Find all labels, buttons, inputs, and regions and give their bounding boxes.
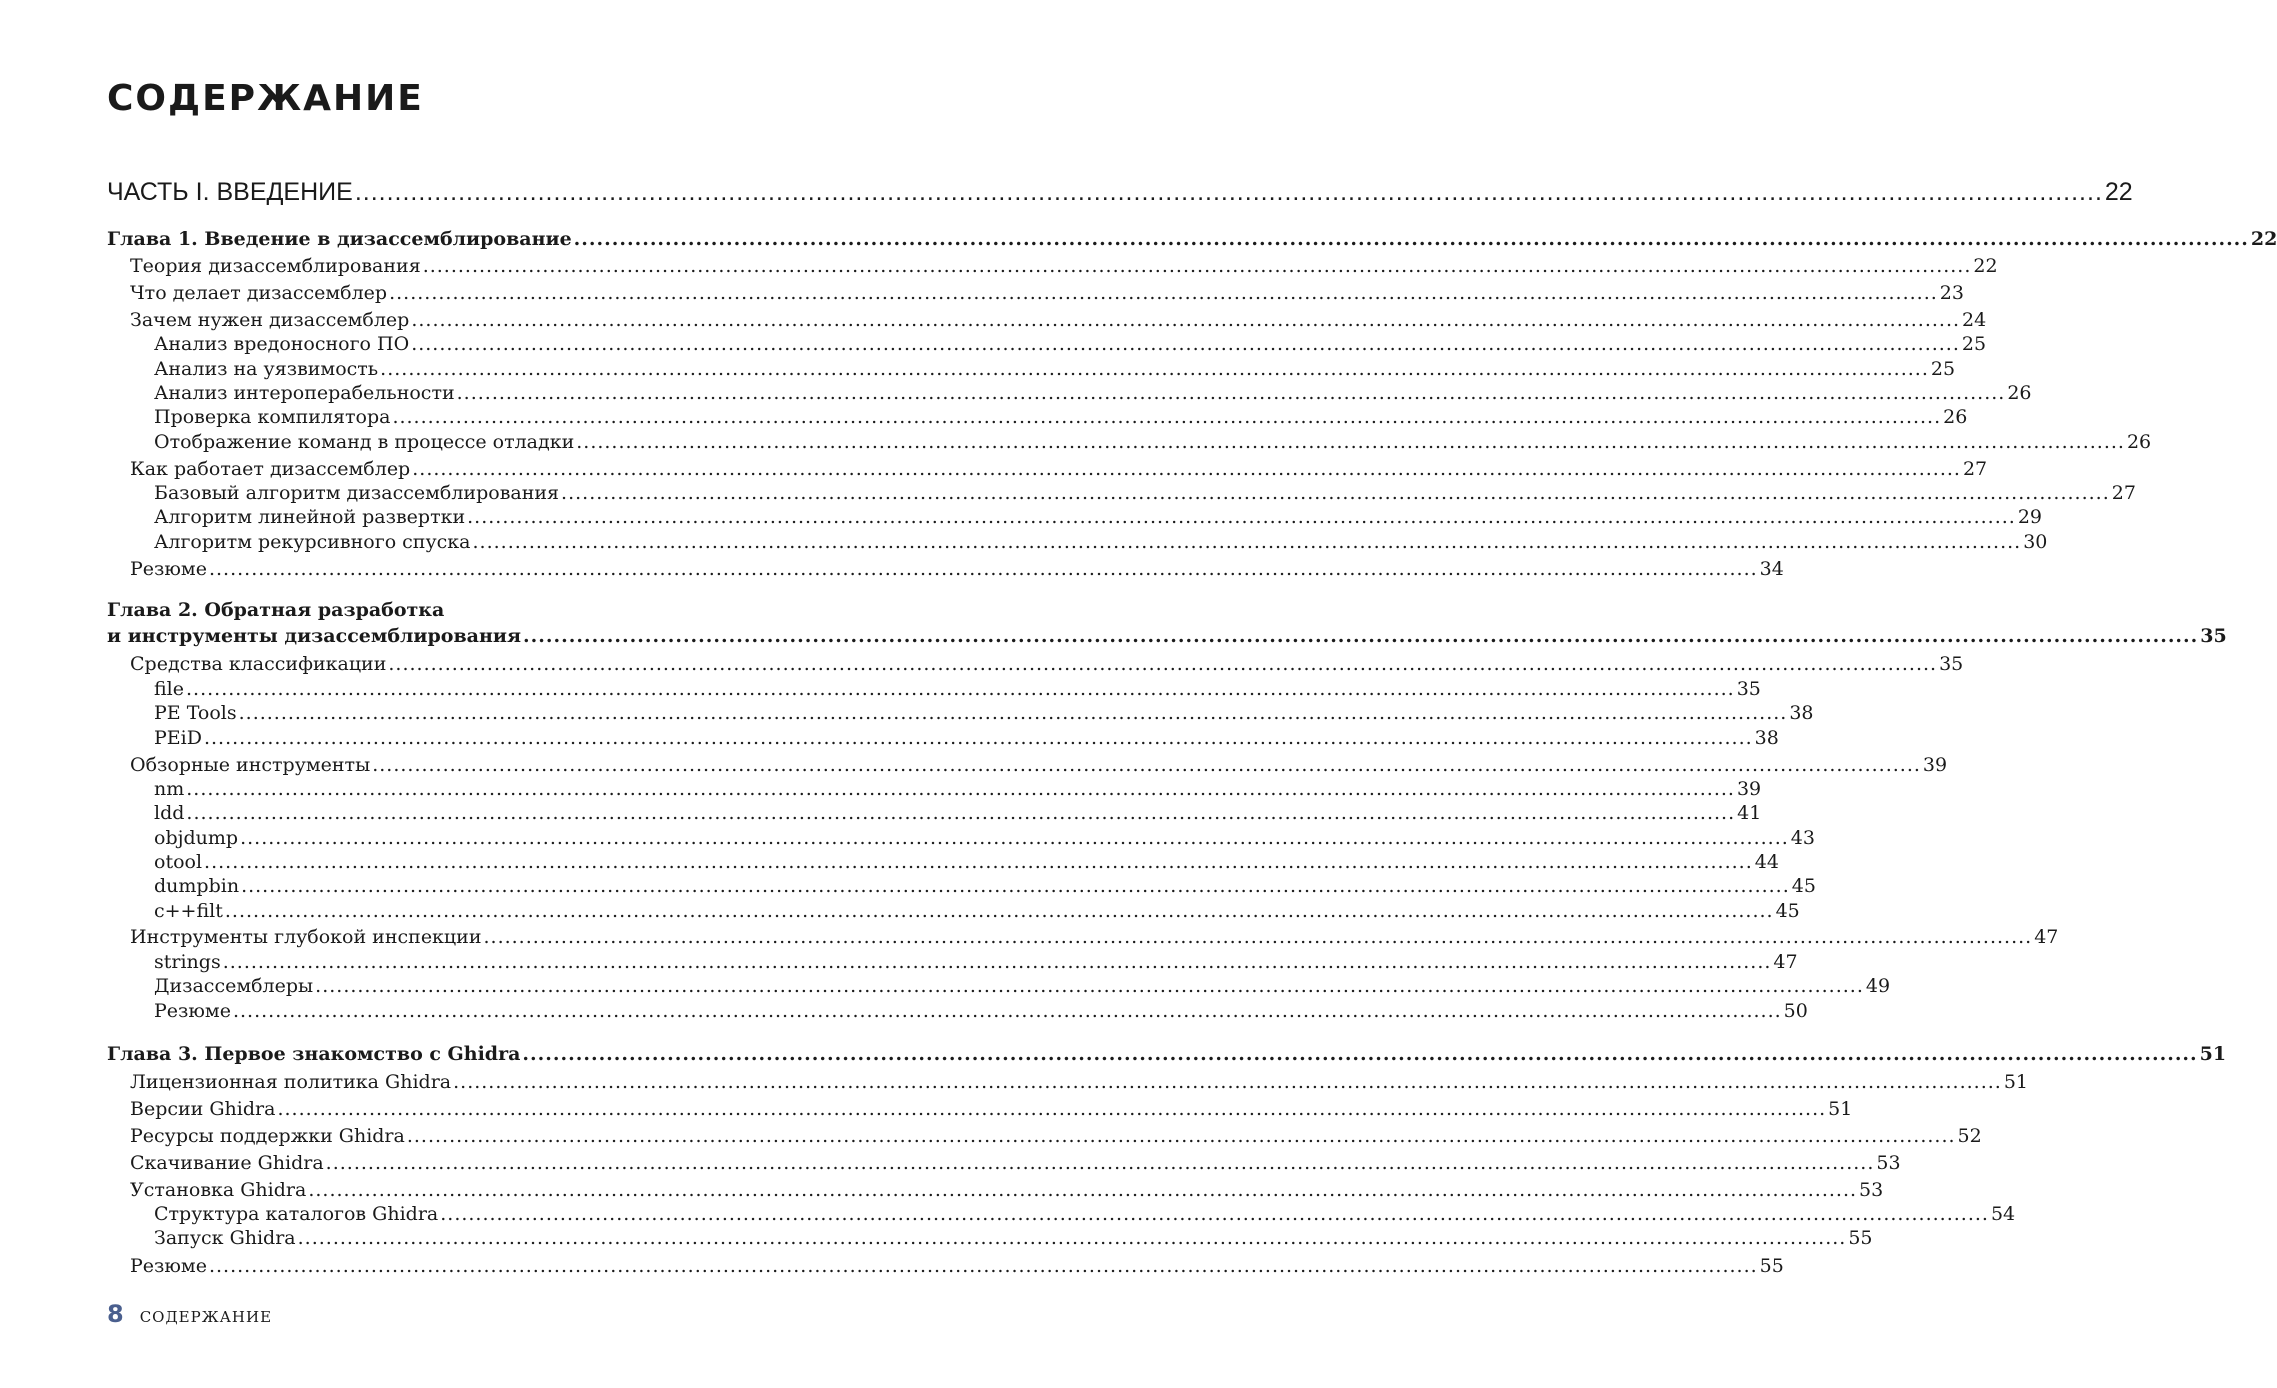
toc-label: Анализ на уязвимость [154,358,379,380]
toc-subentry[interactable] [154,727,1779,751]
toc-page-number: 26 [1943,406,1968,428]
dot-leader: ............................................................................................................................................................................................................................ [222,951,1772,973]
toc-page-number: 51 [2199,1043,2227,1065]
toc-page-number: 38 [1754,727,1779,749]
toc-entry[interactable] [130,458,1988,482]
toc-subentry[interactable] [154,431,2152,455]
toc-page-number: 51 [2003,1071,2028,1093]
dot-leader: ............................................................................................................................................................................................................................ [380,358,1929,380]
toc-entry[interactable] [130,1098,1853,1122]
toc-subentry[interactable] [154,1000,1808,1024]
toc-subentry[interactable] [154,702,1814,726]
toc-entry[interactable] [130,1152,1901,1176]
toc-page-number: 34 [1759,558,1784,580]
dot-leader: ............................................................................................................................................................................................................................ [224,900,1774,922]
toc-label: Анализ вредоносного ПО [154,333,410,355]
toc-subentry[interactable] [154,875,1816,899]
toc-label: nm [154,778,185,800]
toc-subentry[interactable] [154,827,1815,851]
toc-label: Глава 1. Введение в дизассемблирование [107,228,572,250]
toc-entry[interactable] [130,754,1948,778]
toc-page-number: 29 [2017,506,2043,528]
toc-subentry[interactable] [154,482,2136,506]
toc-page-number: 39 [1922,754,1948,776]
toc-subentry[interactable] [154,900,1800,924]
toc-subentry[interactable] [154,531,2048,555]
dot-leader: ............................................................................................................................................................................................................................ [411,333,1960,355]
toc-subentry[interactable] [154,975,1891,999]
toc-label: и инструменты дизассемблирования [107,625,522,647]
toc-page-number: 38 [1789,702,1814,724]
toc-entry[interactable] [130,1255,1784,1279]
dot-leader: ............................................................................................................................................................................................................................ [240,827,1789,849]
toc-subentry[interactable] [154,1227,1873,1251]
page-footer [107,1300,272,1328]
dot-leader: ............................................................................................................................................................................................................................ [523,625,2199,647]
dot-leader: ............................................................................................................................................................................................................................ [576,431,2125,453]
dot-leader: ............................................................................................................................................................................................................................ [573,228,2249,250]
toc-label: Структура каталогов Ghidra [154,1203,439,1225]
dot-leader: ............................................................................................................................................................................................................................ [406,1125,1956,1147]
toc-page-number: 55 [1848,1227,1873,1249]
toc-subentry[interactable] [154,333,1987,357]
toc-label: Что делает дизассемблер [130,282,388,304]
toc-page-number: 54 [1990,1203,2016,1225]
toc-label: Резюме [130,1255,207,1277]
dot-leader: ............................................................................................................................................................................................................................ [412,458,1961,480]
toc-page-number: 25 [1961,333,1987,355]
footer-page-number: 8 [107,1300,124,1328]
dot-leader: ............................................................................................................................................................................................................................ [561,482,2110,504]
toc-label: otool [154,851,203,873]
dot-leader: ............................................................................................................................................................................................................................ [392,406,1942,428]
dot-leader: ............................................................................................................................................................................................................................ [411,309,1961,331]
toc-label: ЧАСТЬ I. ВВЕДЕНИЕ [107,178,353,206]
toc-entry[interactable] [130,653,1964,677]
dot-leader: ............................................................................................................................................................................................................................ [456,382,2006,404]
toc-chapter-2[interactable] [107,625,2227,649]
toc-label: Запуск Ghidra [154,1227,296,1249]
footer-running-title: СОДЕРЖАНИЕ [139,1308,273,1326]
toc-label: Лицензионная политика Ghidra [130,1071,452,1093]
toc-subentry[interactable] [154,506,2043,530]
toc-label: dumpbin [154,875,240,897]
toc-label: objdump [154,827,239,849]
dot-leader: ............................................................................................................................................................................................................................ [325,1152,1875,1174]
toc-label: c++filt [154,900,223,922]
toc-label: Резюме [130,558,207,580]
toc-page-number: 35 [1736,678,1761,700]
toc-label: Средства классификации [130,653,387,675]
toc-label: Алгоритм рекурсивного спуска [154,531,471,553]
dot-leader: ............................................................................................................................................................................................................................ [241,875,1790,897]
toc-label: Как работает дизассемблер [130,458,411,480]
toc-page-number: 23 [1939,282,1964,304]
dot-leader: ............................................................................................................................................................................................................................ [472,531,2022,553]
toc-page-number: 50 [1783,1000,1808,1022]
dot-leader: ............................................................................................................................................................................................................................ [388,653,1938,675]
toc-page-number: 49 [1865,975,1891,997]
dot-leader: ............................................................................................................................................................................................................................ [354,178,2103,206]
toc-label: Резюме [154,1000,231,1022]
toc-page-number: 22 [1973,255,1998,277]
toc-page-number: 22 [2250,228,2277,250]
toc-entry[interactable] [130,309,1987,333]
toc-page-number: 26 [2126,431,2152,453]
toc-subentry[interactable] [154,358,1956,382]
toc-label: Алгоритм линейной развертки [154,506,466,528]
dot-leader: ............................................................................................................................................................................................................................ [308,1179,1858,1201]
toc-entry[interactable] [130,926,2059,950]
toc-label: PE Tools [154,702,237,724]
dot-leader: ............................................................................................................................................................................................................................ [204,851,1753,873]
toc-subentry[interactable] [154,778,1762,802]
toc-page-number: 47 [2034,926,2059,948]
toc-entry[interactable] [130,255,1998,279]
toc-label: Инструменты глубокой инспекции [130,926,482,948]
dot-leader: ............................................................................................................................................................................................................................ [483,926,2033,948]
toc-page-number: 26 [2007,382,2032,404]
dot-leader: ............................................................................................................................................................................................................................ [453,1071,2002,1093]
toc-page-number: 35 [1939,653,1964,675]
toc-label: Установка Ghidra [130,1179,307,1201]
toc-page-number: 35 [2200,625,2227,647]
toc-label: Базовый алгоритм дизассемблирования [154,482,560,504]
toc-page-number: 53 [1876,1152,1901,1174]
dot-leader: ............................................................................................................................................................................................................................ [186,778,1735,800]
toc-page-number: 39 [1736,778,1762,800]
toc-subentry[interactable] [154,678,1761,702]
toc-subentry[interactable] [154,1203,2016,1227]
toc-page-number: 24 [1962,309,1987,331]
toc-label: Обзорные инструменты [130,754,371,776]
dot-leader: ............................................................................................................................................................................................................................ [372,754,1921,776]
toc-label: file [154,678,184,700]
toc-entry[interactable] [130,282,1964,306]
toc-subentry[interactable] [154,851,1779,875]
dot-leader: ............................................................................................................................................................................................................................ [203,727,1753,749]
toc-page-number: 45 [1791,875,1816,897]
toc-chapter-1[interactable] [107,228,2277,252]
toc-label: Ресурсы поддержки Ghidra [130,1125,405,1147]
toc-label: Анализ интероперабельности [154,382,455,404]
dot-leader: ............................................................................................................................................................................................................................ [238,702,1788,724]
toc-chapter-2-title[interactable]: Глава 2. Обратная разработка [107,599,445,621]
dot-leader: ............................................................................................................................................................................................................................ [315,975,1864,997]
toc-label: Глава 3. Первое знакомство с Ghidra [107,1043,521,1065]
toc-chapter-3[interactable] [107,1043,2227,1067]
toc-page-number: 45 [1775,900,1800,922]
toc-page-number: 47 [1773,951,1798,973]
dot-leader: ............................................................................................................................................................................................................................ [440,1203,1989,1225]
toc-label: Теория дизассемблирования [130,255,421,277]
toc-page-number: 52 [1957,1125,1982,1147]
toc-label: ldd [154,802,185,824]
dot-leader: ............................................................................................................................................................................................................................ [389,282,1938,304]
toc-part-1[interactable] [107,178,2133,210]
toc-page-number: 44 [1754,851,1779,873]
toc-page-number: 25 [1930,358,1956,380]
toc-label: Версии Ghidra [130,1098,276,1120]
toc-label: Проверка компилятора [154,406,391,428]
toc-page-number: 22 [2104,178,2133,206]
toc-page-number: 27 [2111,482,2136,504]
dot-leader: ............................................................................................................................................................................................................................ [277,1098,1827,1120]
dot-leader: ............................................................................................................................................................................................................................ [186,802,1736,824]
toc-page-number: 55 [1759,1255,1784,1277]
toc-page-number: 53 [1859,1179,1884,1201]
toc-label: Скачивание Ghidra [130,1152,324,1174]
dot-leader: ............................................................................................................................................................................................................................ [186,678,1735,700]
toc-label: Дизассемблеры [154,975,314,997]
toc-label: Отображение команд в процессе отладки [154,431,575,453]
toc-subentry[interactable] [154,802,1762,826]
toc-subentry[interactable] [154,406,1968,430]
toc-subentry[interactable] [154,951,1798,975]
toc-label: Зачем нужен дизассемблер [130,309,410,331]
dot-leader: ............................................................................................................................................................................................................................ [522,1043,2198,1065]
toc-page-number: 51 [1828,1098,1853,1120]
toc-subentry[interactable] [154,382,2032,406]
toc-entry[interactable] [130,1179,1884,1203]
dot-leader: ............................................................................................................................................................................................................................ [467,506,2016,528]
dot-leader: ............................................................................................................................................................................................................................ [208,1255,1758,1277]
toc-label: strings [154,951,221,973]
toc-label: PEiD [154,727,202,749]
page-title: СОДЕРЖАНИЕ [107,78,424,119]
toc-entry[interactable] [130,558,1784,582]
toc-page-number: 41 [1737,802,1762,824]
toc-page-number: 43 [1790,827,1815,849]
dot-leader: ............................................................................................................................................................................................................................ [208,558,1758,580]
toc-entry[interactable] [130,1125,1982,1149]
dot-leader: ............................................................................................................................................................................................................................ [422,255,1972,277]
toc-page-number: 30 [2023,531,2048,553]
toc-entry[interactable] [130,1071,2028,1095]
toc-page-number: 27 [1962,458,1988,480]
dot-leader: ............................................................................................................................................................................................................................ [232,1000,1782,1022]
dot-leader: ............................................................................................................................................................................................................................ [297,1227,1847,1249]
